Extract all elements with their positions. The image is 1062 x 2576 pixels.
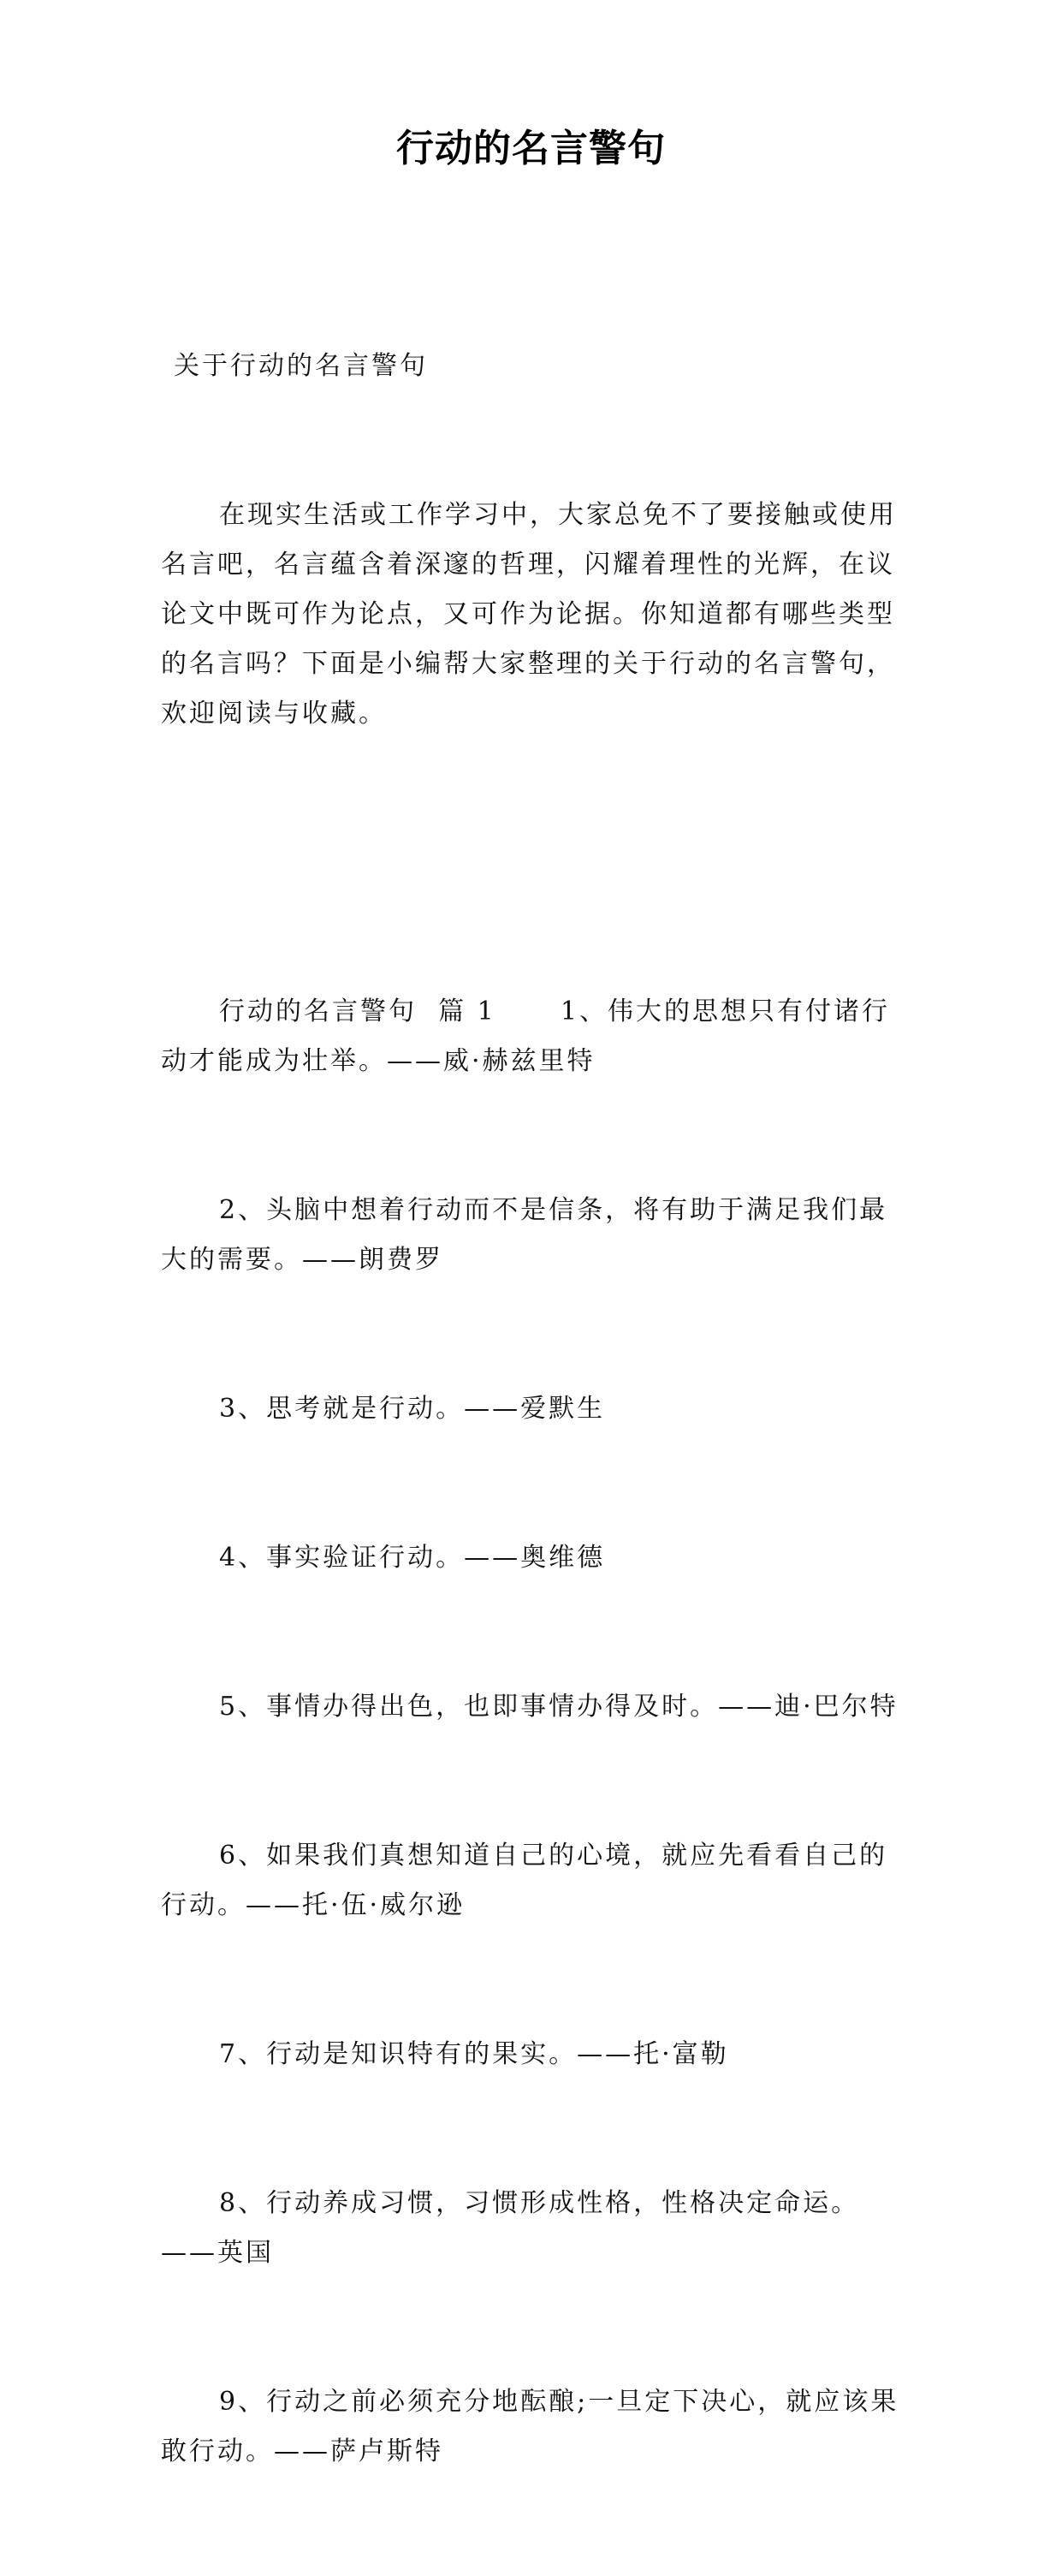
quote-item: 2、头脑中想着行动而不是信条，将有助于满足我们最大的需要。——朗费罗 [161, 1195, 888, 1275]
document-title: 行动的名言警句 [396, 127, 666, 170]
paragraph-spacer [161, 838, 904, 888]
intro-paragraph: 在现实生活或工作学习中，大家总免不了要接触或使用名言吧，名言蕴含着深邃的哲理，闪耀着理性的光辉，在议论文中既可作为论点，又可作为论据。你知道都有哪些类型的名言吗？下面是小编帮大家整理的关于行动的名言警句，欢迎阅读与收藏。 [161, 500, 897, 729]
quote-item: 7、行动是知识特有的果实。——托·富勒 [219, 2039, 729, 2069]
quote-item: 9、行动之前必须充分地酝酿;一旦定下决心，就应该果敢行动。——萨卢斯特 [161, 2387, 899, 2466]
document-body [161, 242, 904, 2576]
quote-item: 6、如果我们真想知道自己的心境，就应先看看自己的行动。——托·伍·威尔逊 [161, 1841, 888, 1920]
quote-item: 4、事实验证行动。——奥维德 [219, 1543, 606, 1573]
quote-item: 3、思考就是行动。——爱默生 [219, 1394, 606, 1424]
quote-item: 5、事情办得出色，也即事情办得及时。——迪·巴尔特 [219, 1692, 899, 1722]
quote-item: 8、行动养成习惯，习惯形成性格，性格决定命运。——英国 [161, 2188, 860, 2268]
quote-item: 行动的名言警句 篇 1 1、伟大的思想只有付诸行动才能成为壮举。——威·赫兹里特 [161, 996, 890, 1076]
document-subtitle: 关于行动的名言警句 [174, 351, 428, 381]
